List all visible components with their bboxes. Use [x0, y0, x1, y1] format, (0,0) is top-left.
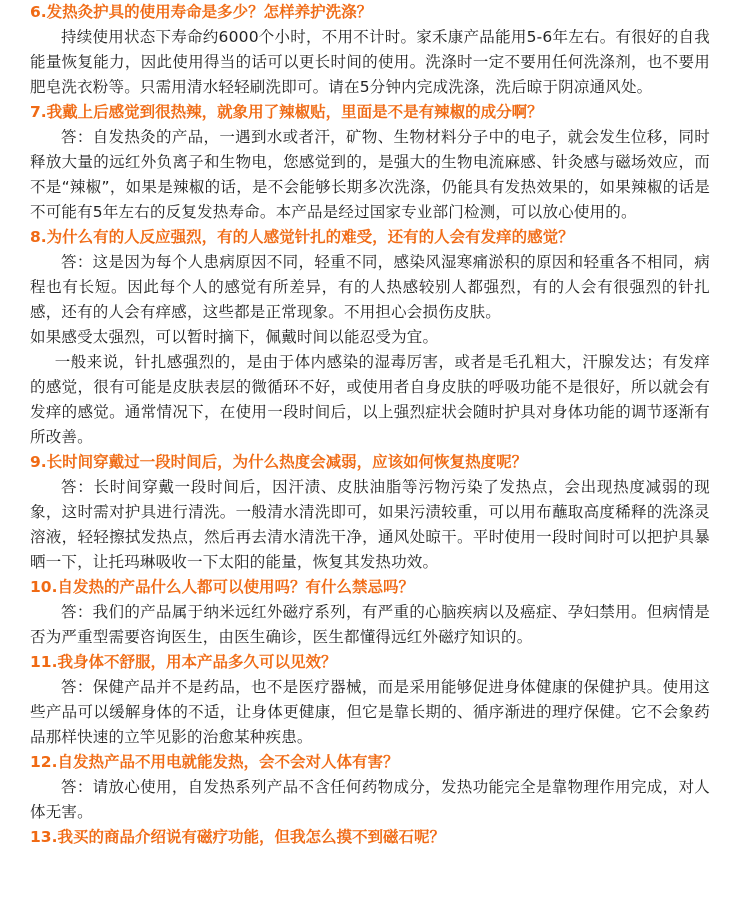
faq-question-8: 8.为什么有的人反应强烈，有的人感觉针扎的难受，还有的人会有发痒的感觉？	[30, 228, 574, 246]
faq-question-10: 10.自发热的产品什么人都可以使用吗？有什么禁忌吗？	[30, 578, 414, 596]
faq-question-6: 6.发热灸护具的使用寿命是多少？怎样养护洗涤？	[30, 3, 373, 21]
faq-question-9: 9.长时间穿戴过一段时间后，为什么热度会减弱，应该如何恢复热度呢？	[30, 453, 528, 471]
faq-answer-7: 答：自发热灸的产品，一遇到水或者汗，矿物、生物材料分子中的电子，就会发生位移，同时释放大量的远红外负离子和生物电，您感觉到的，是强大的生物电流麻感、针灸感与磁场效应，而不是“辣椒”，如果是辣椒的话，是不会能够长期多次洗涤，仍能具有发热效果的，如果辣椒的话是不可能有5年左右的反复发热寿命。本产品是经过国家专业部门检测，可以放心使用的。	[30, 128, 710, 221]
faq-answer-8: 答：这是因为每个人患病原因不同，轻重不同，感染风湿寒痛淤积的原因和轻重各不相同，病程也有长短。因此每个人的感觉有所差异，有的人热感较别人都强烈，有的人会有很强烈的针扎感，还有的人会有痒感，这些都是正常现象。不用担心会损伤皮肤。	[30, 253, 710, 321]
faq-answer-9: 答：长时间穿戴一段时间后，因汗渍、皮肤油脂等污物污染了发热点，会出现热度减弱的现象，这时需对护具进行清洗。一般清水清洗即可，如果污渍较重，可以用布蘸取高度稀释的洗涤灵溶液，轻轻擦拭发热点，然后再去清水清洗干净，通风处晾干。平时使用一段时间时可以把护具暴晒一下，让托玛琳吸收一下太阳的能量，恢复其发热功效。	[30, 478, 710, 571]
faq-answer-8-note: 如果感受太强烈，可以暂时摘下，佩戴时间以能忍受为宜。	[30, 328, 439, 346]
faq-answer-12: 答：请放心使用，自发热系列产品不含任何药物成分，发热功能完全是靠物理作用完成，对人体无害。	[30, 778, 710, 821]
faq-answer-8-detail: 一般来说，针扎感强烈的，是由于体内感染的湿毒厉害，或者是毛孔粗大，汗腺发达；有发痒的感觉，很有可能是皮肤表层的微循环不好，或使用者自身皮肤的呼吸功能不是很好，所以就会有发痒的感觉。通常情况下，在使用一段时间后，以上强烈症状会随时护具对身体功能的调节逐渐有所改善。	[30, 353, 710, 446]
faq-question-7: 7.我戴上后感觉到很热辣，就象用了辣椒贴，里面是不是有辣椒的成分啊？	[30, 103, 543, 121]
faq-question-12: 12.自发热产品不用电就能发热，会不会对人体有害？	[30, 753, 399, 771]
faq-question-13: 13.我买的商品介绍说有磁疗功能，但我怎么摸不到磁石呢？	[30, 828, 445, 846]
faq-answer-10: 答：我们的产品属于纳米远红外磁疗系列，有严重的心脑疾病以及癌症、孕妇禁用。但病情是否为严重型需要咨询医生，由医生确诊，医生都懂得远红外磁疗知识的。	[30, 603, 710, 646]
faq-question-11: 11.我身体不舒服，用本产品多久可以见效？	[30, 653, 337, 671]
faq-answer-6: 持续使用状态下寿命约6000个小时，不用不计时。家禾康产品能用5-6年左右。有很好的自我能量恢复能力，因此使用得当的话可以更长时间的使用。洗涤时一定不要用任何洗涤剂，也不要用肥皂洗衣粉等。只需用清水轻轻刷洗即可。请在5分钟内完成洗涤，洗后晾于阴凉通风处。	[30, 28, 710, 96]
faq-answer-11: 答：保健产品并不是药品，也不是医疗器械，而是采用能够促进身体健康的保健护具。使用这些产品可以缓解身体的不适，让身体更健康，但它是靠长期的、循序渐进的理疗保健。它不会象药品那样快速的立竿见影的治愈某种疾患。	[30, 678, 710, 746]
